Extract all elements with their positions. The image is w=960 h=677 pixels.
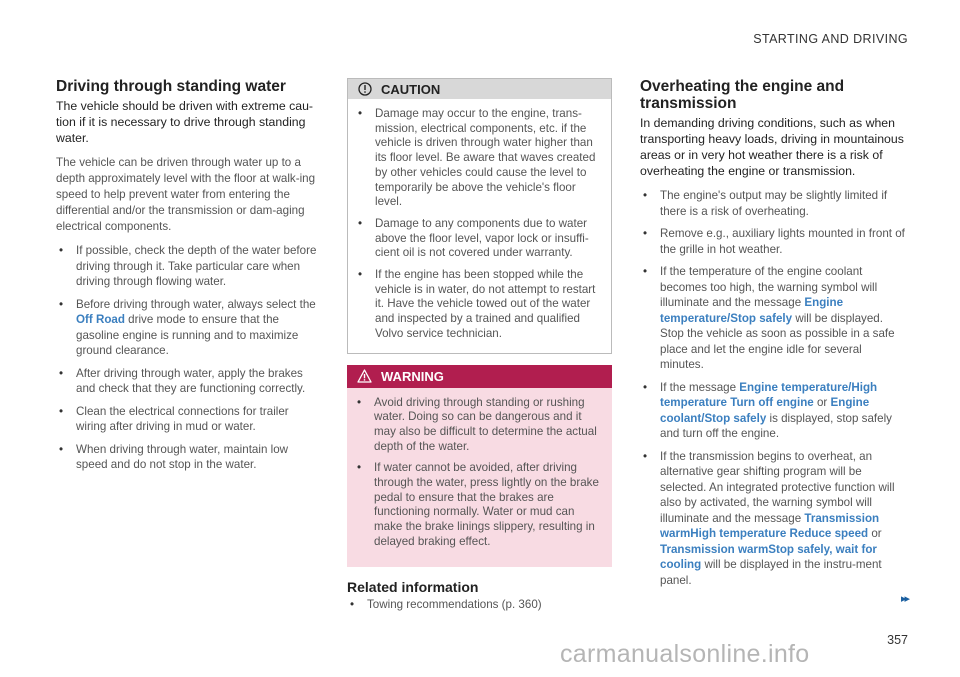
overheating-section (640, 78, 906, 595)
list-item: • Damage to any components due to water above the floor level, vapor lock or insuffi-cient oil is not covered under warranty. (358, 216, 589, 260)
body-paragraph: The vehicle can be driven through water up to a depth approximately level with the floor at walk-ing speed to help prevent water from entering the differential and/or the transmission or dam-aging electrical components. (56, 156, 316, 233)
bullet-icon: • (643, 265, 648, 278)
caution-header (348, 79, 611, 99)
bullet-icon: • (59, 366, 64, 380)
list-item: • When driving through water, maintain low speed and do not stop in the water. (59, 442, 289, 471)
watermark: carmanualsonline.info (560, 640, 810, 668)
lead-paragraph: The vehicle should be driven with extreme cau-tion if it is necessary to drive through standing water. (56, 99, 313, 145)
list-item: • If the temperature of the engine coolant becomes too high, the warning symbol will illuminate and the message Engine temperature/Stop safely will be displayed. Stop the vehicle as soon as possible in a safe place and let the engine idle for several minutes. (643, 265, 895, 371)
list-item: • After driving through water, apply the brakes and check that they are functioning correctly. (59, 366, 306, 395)
highlight-message: Engine coolant/Stop safely (660, 396, 870, 425)
notice-column (347, 78, 612, 619)
bullet-icon: • (59, 404, 64, 418)
highlight-message: Transmission warmHigh temperature Reduce speed (660, 511, 880, 540)
list-item: • Clean the electrical connections for trailer wiring after driving in mud or water. (59, 404, 289, 433)
warning-label: WARNING (381, 368, 444, 384)
list-item: • The engine's output may be slightly limited if there is a risk of overheating. (643, 189, 888, 218)
bullet-icon: • (357, 395, 362, 409)
section-title: Driving through standing water (56, 78, 286, 95)
list-item: • Damage may occur to the engine, trans-mission, electrical components, etc. if the vehicle is driven through water higher than its floor level. Be aware that waves created by other vehicles could cause the level to temporarily be above the vehicle's floor level. (358, 107, 596, 209)
list-item: • If the message Engine temperature/High temperature Turn off engine or Engine coolant/Stop safely is displayed, stop safely and turn off the engine. (643, 380, 892, 440)
bullet-list (640, 188, 906, 588)
highlight-message: Engine temperature/High temperature Turn off engine (660, 380, 878, 409)
water-section (56, 78, 320, 480)
warning-triangle-icon (357, 369, 372, 383)
list-item: • If water cannot be avoided, after driving through the water, press lightly on the brake pedal to ensure that the brakes are functioning normally. Water or mud can make the brake linings slippery, resulting in delayed braking effect. (357, 461, 599, 548)
bullet-icon: • (643, 227, 648, 240)
related-heading: Related information (347, 578, 479, 595)
caution-list (355, 107, 603, 342)
list-item: • Avoid driving through standing or rushing water. Doing so can be dangerous and it may also be difficult to determine the actual depth of the water. (357, 395, 597, 453)
bullet-icon: • (643, 380, 648, 394)
bullet-icon: • (350, 597, 355, 611)
bullet-icon: • (358, 107, 363, 120)
related-list (347, 597, 612, 613)
list-item: • Remove e.g., auxiliary lights mounted in front of the grille in hot weather. (643, 227, 905, 256)
section-title: Overheating the engine and transmission (640, 78, 845, 112)
bullet-icon: • (643, 449, 648, 463)
related-link[interactable]: • Towing recommendations (p. 360) (350, 597, 542, 611)
list-item: • If the engine has been stopped while the vehicle is in water, do not attempt to restart it. Have the vehicle towed out of the water and inspected by a trained and qualified Volvo service technician. (358, 268, 596, 340)
caution-icon (358, 82, 372, 96)
caution-box (347, 78, 612, 354)
highlight-message: Transmission warmStop safely, wait for cooling (660, 542, 877, 571)
list-item: • If possible, check the depth of the water before driving through it. Take particular care when driving through flowing water. (59, 244, 317, 288)
bullet-icon: • (59, 442, 64, 456)
bullet-list (56, 243, 320, 473)
bullet-icon: • (357, 461, 362, 475)
bullet-icon: • (358, 268, 363, 282)
section-header: STARTING AND DRIVING (753, 32, 908, 46)
highlight-message: Engine temperature/Stop safely (660, 296, 844, 325)
next-page-icon[interactable]: ▸▸ (900, 593, 908, 605)
bullet-icon: • (59, 297, 64, 311)
highlight-term: Off Road (76, 313, 125, 326)
warning-box (347, 365, 612, 567)
bullet-icon: • (643, 189, 648, 202)
warning-header (347, 365, 612, 388)
lead-paragraph: In demanding driving conditions, such as when transporting heavy loads, driving in mountainous areas or in very hot weather there is a risk of overheating the engine or transmission. (640, 116, 904, 178)
bullet-icon: • (358, 216, 363, 230)
warning-list (354, 396, 604, 550)
caution-label: CAUTION (381, 81, 441, 97)
list-item: • If the transmission begins to overheat, an alternative gear shifting program will be selected. An integrated protective function will also by activated, the warning symbol will illuminate and the message Transmission warmHigh temperature Reduce speed or Transmission warmStop safely, wait for cooling will be displayed in the instru-ment panel. (643, 449, 895, 587)
bullet-icon: • (59, 244, 64, 257)
list-item: • Before driving through water, always select the Off Road drive mode to ensure that the gasoline engine is running and to maximize ground clearance. (59, 297, 316, 357)
page-number: 357 (887, 633, 908, 647)
